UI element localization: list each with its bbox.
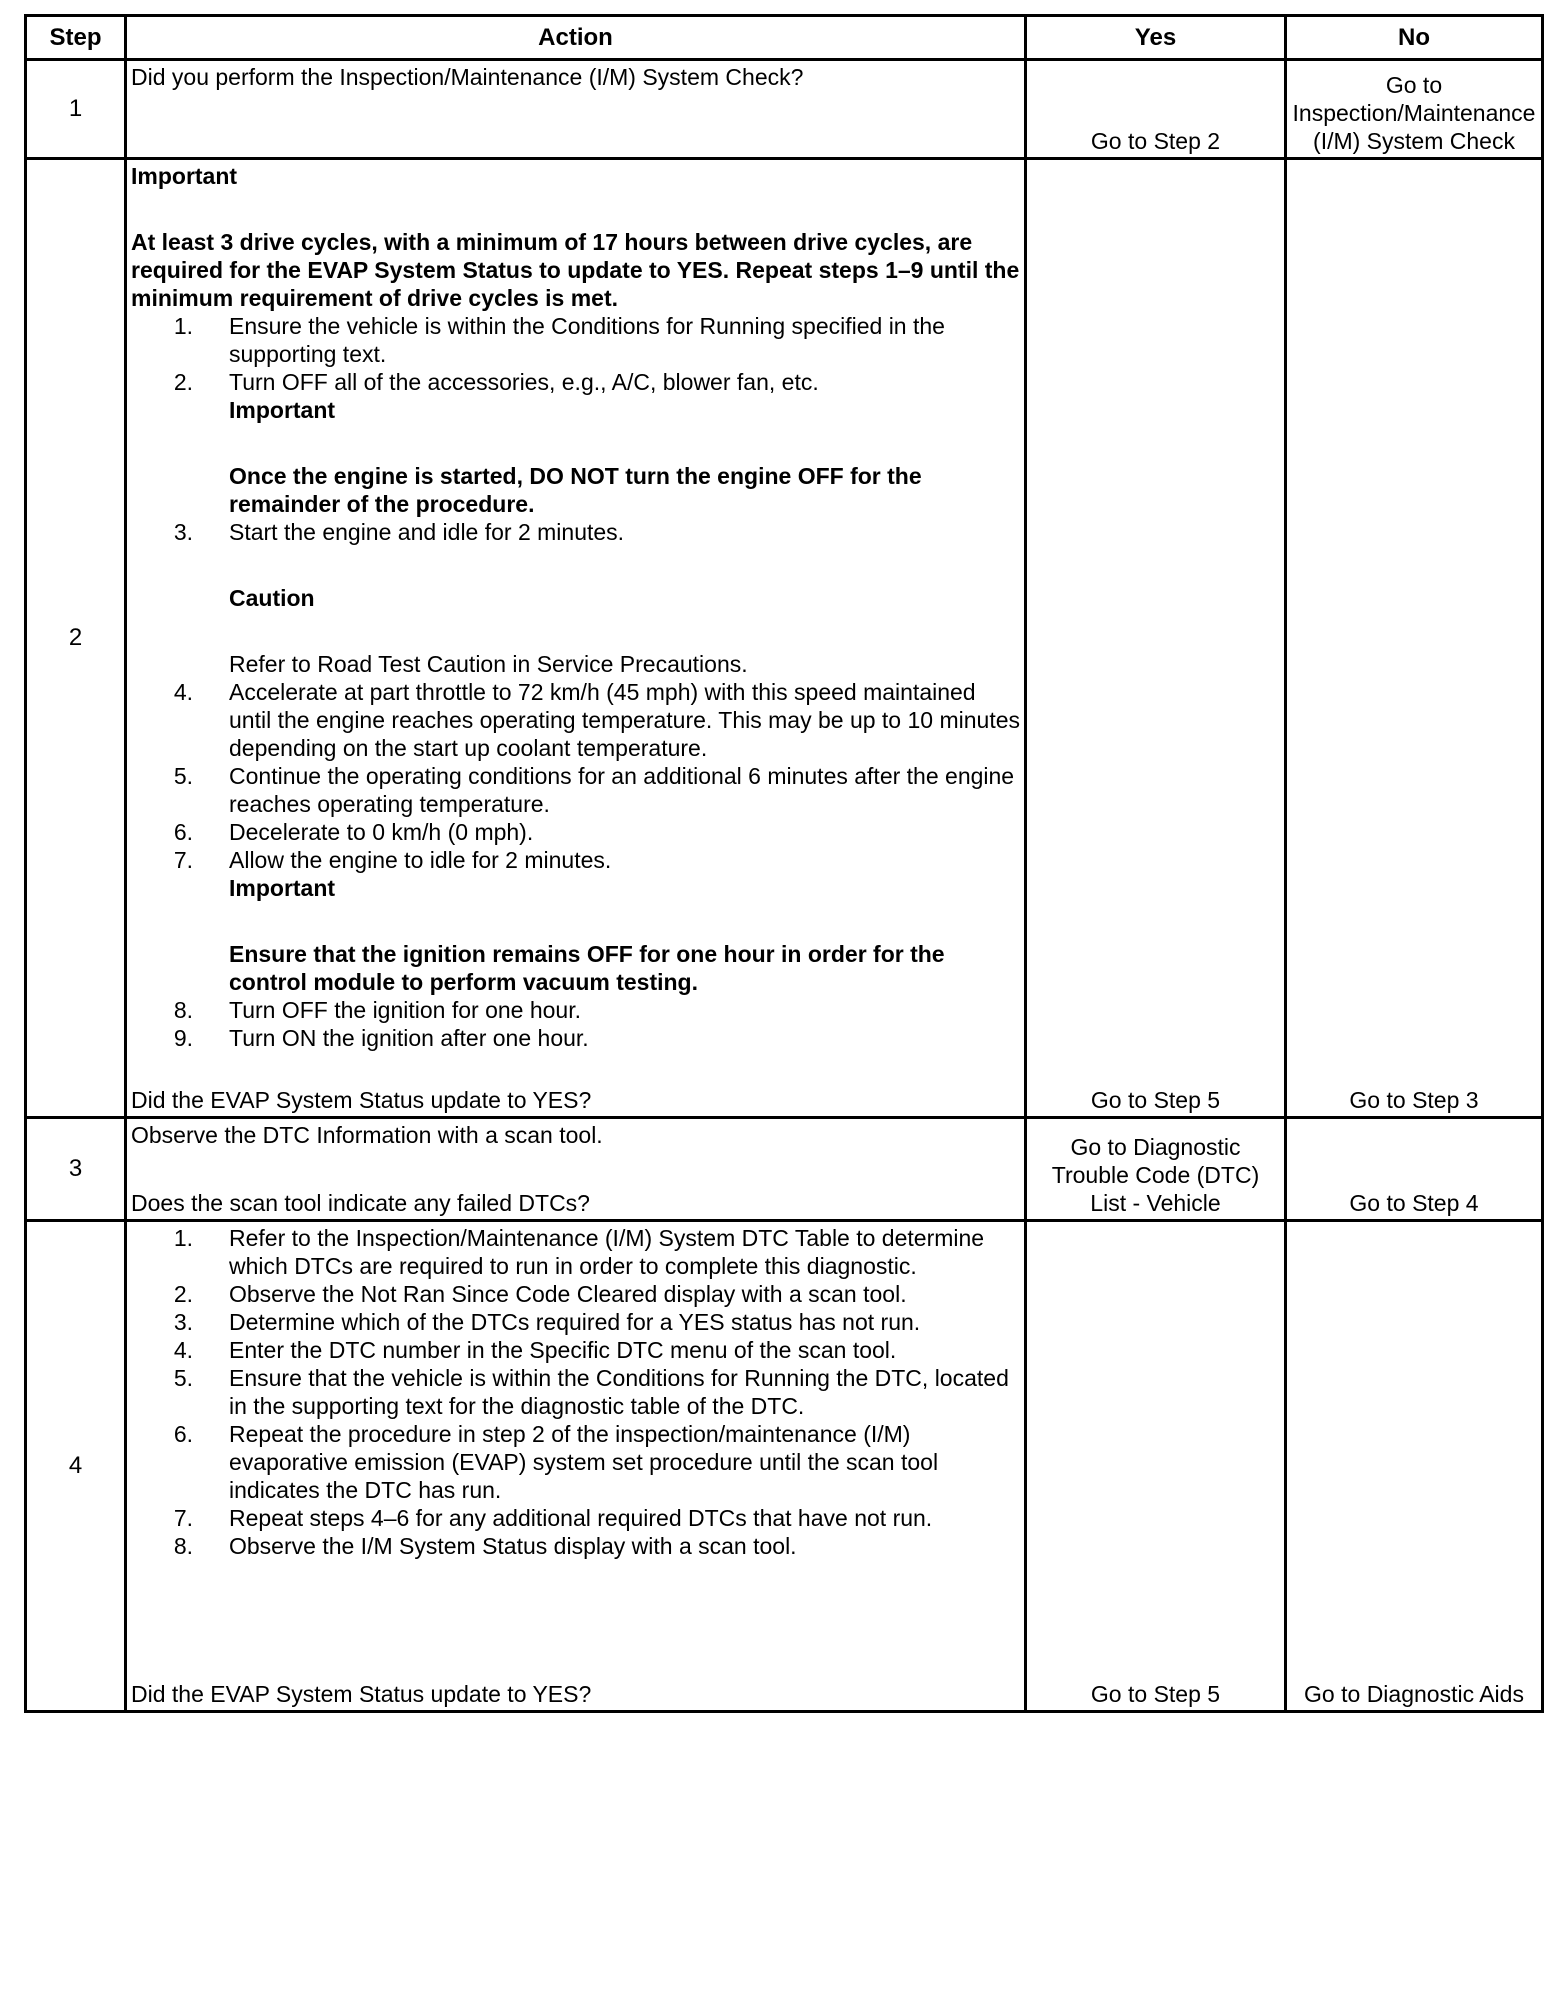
- step-number: 3: [26, 1118, 126, 1221]
- list-item: 1. Ensure the vehicle is within the Conditions for Running specified in the supporting text.: [173, 313, 945, 367]
- list-item: 8. Observe the I/M System Status display with a scan tool.: [173, 1533, 797, 1559]
- procedure-list: [131, 1024, 1020, 1052]
- list-item: 9. Turn ON the ignition after one hour.: [173, 1025, 589, 1051]
- caution-note: Refer to Road Test Caution in Service Precautions.: [229, 651, 748, 677]
- important-note: Ensure that the ignition remains OFF for one hour in order for the control module to perform vacuum testing.: [229, 941, 945, 995]
- action-cell: [126, 1221, 1026, 1712]
- list-item: 7. Repeat steps 4–6 for any additional required DTCs that have not run.: [173, 1505, 933, 1531]
- table-header-row: [26, 16, 1543, 60]
- list-item: 3. Determine which of the DTCs required for a YES status has not run.: [173, 1309, 921, 1335]
- list-item: 4. Enter the DTC number in the Specific DTC menu of the scan tool.: [173, 1337, 897, 1363]
- yes-cell: Go to Diagnostic Trouble Code (DTC) List - Vehicle: [1026, 1118, 1286, 1221]
- no-cell: Go to Diagnostic Aids: [1286, 1221, 1543, 1712]
- action-cell: [126, 1118, 1026, 1221]
- caution-label: Caution: [229, 585, 315, 611]
- yes-cell: Go to Step 5: [1026, 159, 1286, 1118]
- step-number: 4: [26, 1221, 126, 1712]
- list-item: 6. Decelerate to 0 km/h (0 mph).: [173, 819, 534, 845]
- important-label: Important: [131, 163, 238, 189]
- list-item: 7. Allow the engine to idle for 2 minutes.: [173, 847, 612, 873]
- list-item: 5. Ensure that the vehicle is within the Conditions for Running the DTC, located in the supporting text for the diagnostic table of the DTC.: [173, 1365, 1009, 1419]
- header-action: Action: [126, 16, 1026, 60]
- header-step: Step: [26, 16, 126, 60]
- no-cell: Go to Step 4: [1286, 1118, 1543, 1221]
- question-text: Did the EVAP System Status update to YES?: [131, 1681, 592, 1707]
- step-number: 1: [26, 60, 126, 159]
- important-label: Important: [229, 397, 336, 423]
- list-item: 4. Accelerate at part throttle to 72 km/h (45 mph) with this speed maintained until the engine reaches operating temperature. This may be up to 10 minutes depending on the start up coolant temperature.: [173, 679, 1020, 761]
- list-item: 5. Continue the operating conditions for an additional 6 minutes after the engine reaches operating temperature.: [173, 763, 1015, 817]
- important-note: Once the engine is started, DO NOT turn the engine OFF for the remainder of the procedure.: [229, 463, 922, 517]
- table-row-step-1: [26, 60, 1543, 159]
- action-cell: [126, 159, 1026, 1118]
- action-text: Did you perform the Inspection/Maintenance (I/M) System Check?: [131, 64, 804, 90]
- yes-cell: Go to Step 5: [1026, 1221, 1286, 1712]
- no-cell: Go to Step 3: [1286, 159, 1543, 1118]
- list-item: 2. Turn OFF all of the accessories, e.g., A/C, blower fan, etc.: [173, 369, 819, 395]
- list-item: 1. Refer to the Inspection/Maintenance (I/M) System DTC Table to determine which DTCs are required to run in order to complete this diagnostic.: [173, 1225, 985, 1279]
- important-note: At least 3 drive cycles, with a minimum of 17 hours between drive cycles, are required for the EVAP System Status to update to YES. Repeat steps 1–9 until the minimum requirement of drive cycles is met.: [131, 229, 1020, 311]
- procedure-list: [131, 996, 1020, 1024]
- yes-cell: Go to Step 2: [1026, 60, 1286, 159]
- list-item: 3. Start the engine and idle for 2 minutes.: [173, 519, 625, 545]
- procedure-list: [131, 518, 1020, 546]
- header-yes: Yes: [1026, 16, 1286, 60]
- procedure-list: [131, 1224, 1020, 1560]
- procedure-list: [131, 762, 1020, 874]
- question-text: Does the scan tool indicate any failed DTCs?: [131, 1190, 590, 1216]
- procedure-list: [131, 678, 1020, 762]
- question-text: Did the EVAP System Status update to YES?: [131, 1087, 592, 1113]
- table-row-step-2: [26, 159, 1543, 1118]
- list-item: 2. Observe the Not Ran Since Code Cleared display with a scan tool.: [173, 1281, 907, 1307]
- no-cell: Go to Inspection/Maintenance (I/M) System Check: [1286, 60, 1543, 159]
- diagnostic-table: [24, 14, 1544, 1713]
- important-label: Important: [229, 875, 336, 901]
- step-number: 2: [26, 159, 126, 1118]
- action-cell: [126, 60, 1026, 159]
- header-no: No: [1286, 16, 1543, 60]
- procedure-list: [131, 312, 1020, 396]
- list-item: 6. Repeat the procedure in step 2 of the inspection/maintenance (I/M) evaporative emission (EVAP) system set procedure until the scan tool indicates the DTC has run.: [173, 1421, 939, 1503]
- action-text: Observe the DTC Information with a scan tool.: [131, 1122, 603, 1148]
- table-row-step-4: [26, 1221, 1543, 1712]
- table-row-step-3: [26, 1118, 1543, 1221]
- list-item: 8. Turn OFF the ignition for one hour.: [173, 997, 581, 1023]
